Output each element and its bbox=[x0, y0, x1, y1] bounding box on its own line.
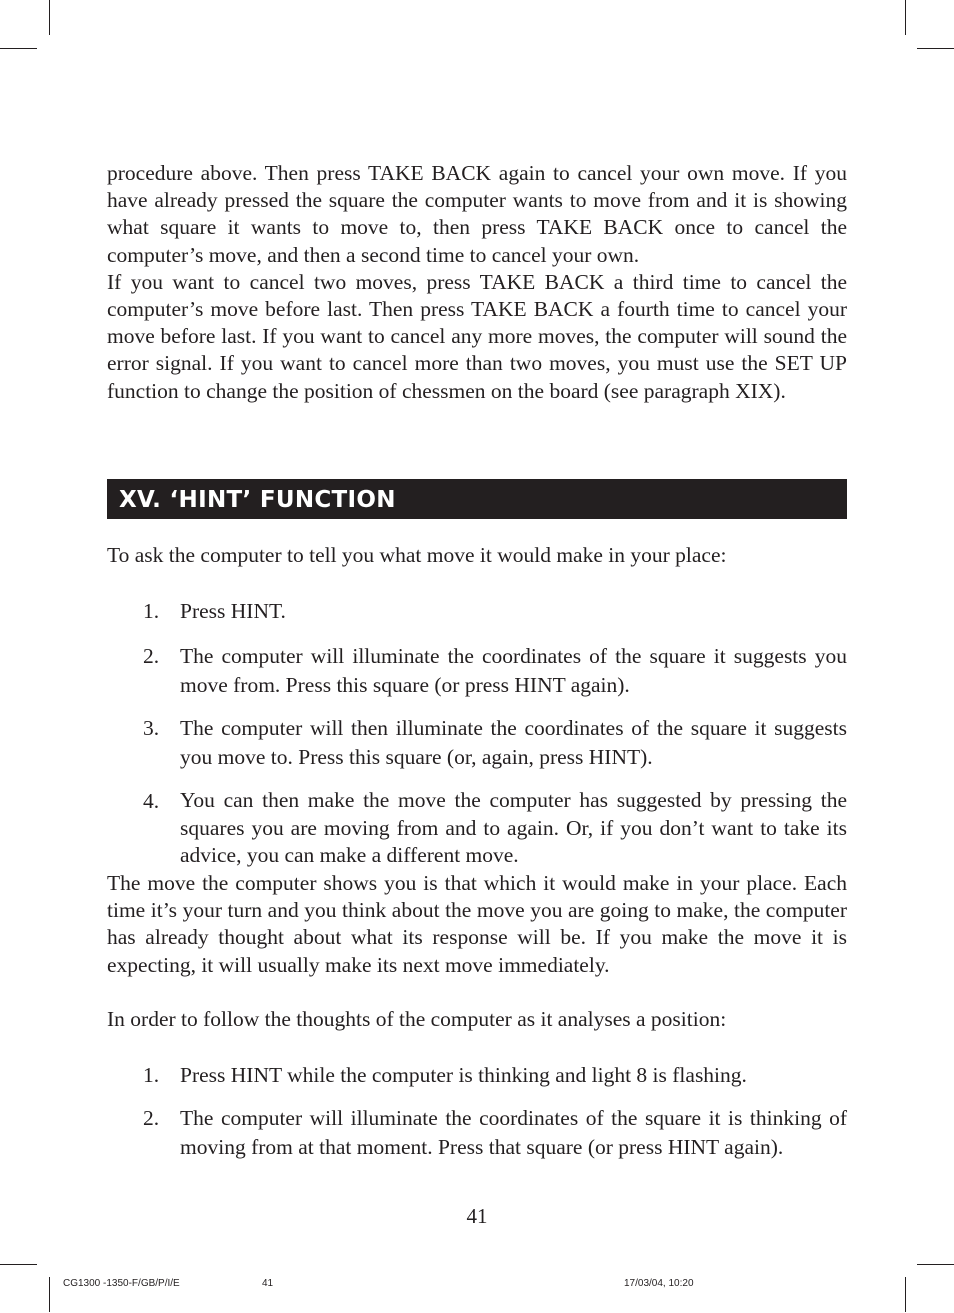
list-number: 1. bbox=[143, 1063, 160, 1087]
list-text: Press HINT. bbox=[180, 599, 286, 623]
intro-paragraph: To ask the computer to tell you what move it would make in your place: bbox=[107, 543, 727, 567]
list-number: 2. bbox=[143, 1106, 160, 1130]
list-text: You can then make the move the computer has suggested by pressing the squares you are moving from and to again. Or, if you don’t want to take its advice, you can make a different move. bbox=[180, 788, 847, 867]
crop-mark-top-right-horizontal bbox=[917, 48, 954, 49]
footer-page: 41 bbox=[262, 1278, 274, 1289]
list-number: 2. bbox=[143, 644, 160, 668]
paragraph-cancel-two-moves: If you want to cancel two moves, press TAKE BACK a third time to cancel the computer’s move before last. Then press TAKE BACK a fourth time to cancel your move before last. If you want to cancel any more moves, the computer will sound the error signal. If you want to cancel more than two moves, you must use the SET UP function to change the position of chessmen on the board (see paragraph XIX). bbox=[107, 269, 847, 403]
intro-paragraph-2: In order to follow the thoughts of the computer as it analyses a position: bbox=[107, 1007, 727, 1031]
crop-mark-bottom-left-vertical bbox=[49, 1277, 50, 1312]
crop-mark-bottom-right-horizontal bbox=[917, 1264, 954, 1265]
page-number: 41 bbox=[466, 1204, 488, 1228]
crop-mark-bottom-right-vertical bbox=[905, 1277, 906, 1312]
crop-mark-top-right-vertical bbox=[905, 0, 906, 35]
top-text-block bbox=[107, 160, 847, 405]
section-title: XV. ‘HINT’ FUNCTION bbox=[119, 487, 396, 513]
footer-code: CG1300 -1350-F/GB/P/I/E bbox=[63, 1278, 180, 1289]
explanation-paragraph: The move the computer shows you is that which it would make in your place. Each time it’s your turn and you think about the move you are going to make, the computer has already thought about what its response will be. If you make the move it is expecting, it will usually make its next move immediately. bbox=[107, 871, 847, 977]
paragraph-continued: procedure above. Then press TAKE BACK again to cancel your own move. If you have already pressed the square the computer wants to move from and it is showing what square it wants to move to, then press TAKE BACK once to cancel the computer’s move, and then a second time to cancel your own. bbox=[107, 161, 847, 267]
footer-datetime: 17/03/04, 10:20 bbox=[624, 1278, 694, 1289]
crop-mark-top-left-vertical bbox=[49, 0, 50, 35]
list-number: 1. bbox=[143, 599, 160, 623]
section-header-bar bbox=[107, 479, 847, 519]
crop-mark-top-left-horizontal bbox=[0, 48, 37, 49]
list-number: 4. bbox=[143, 789, 160, 813]
list-text: Press HINT while the computer is thinking and light 8 is flashing. bbox=[180, 1063, 747, 1087]
crop-mark-bottom-left-horizontal bbox=[0, 1264, 37, 1265]
list-text: The computer will then illuminate the coordinates of the square it suggests you move to. Press this square (or, again, press HINT). bbox=[180, 716, 847, 769]
list-text: The computer will illuminate the coordinates of the square it suggests you move from. Press this square (or press HINT again). bbox=[180, 644, 847, 697]
list-number: 3. bbox=[143, 716, 160, 740]
list-text: The computer will illuminate the coordinates of the square it is thinking of moving from at that moment. Press that square (or press HINT again). bbox=[180, 1106, 847, 1159]
